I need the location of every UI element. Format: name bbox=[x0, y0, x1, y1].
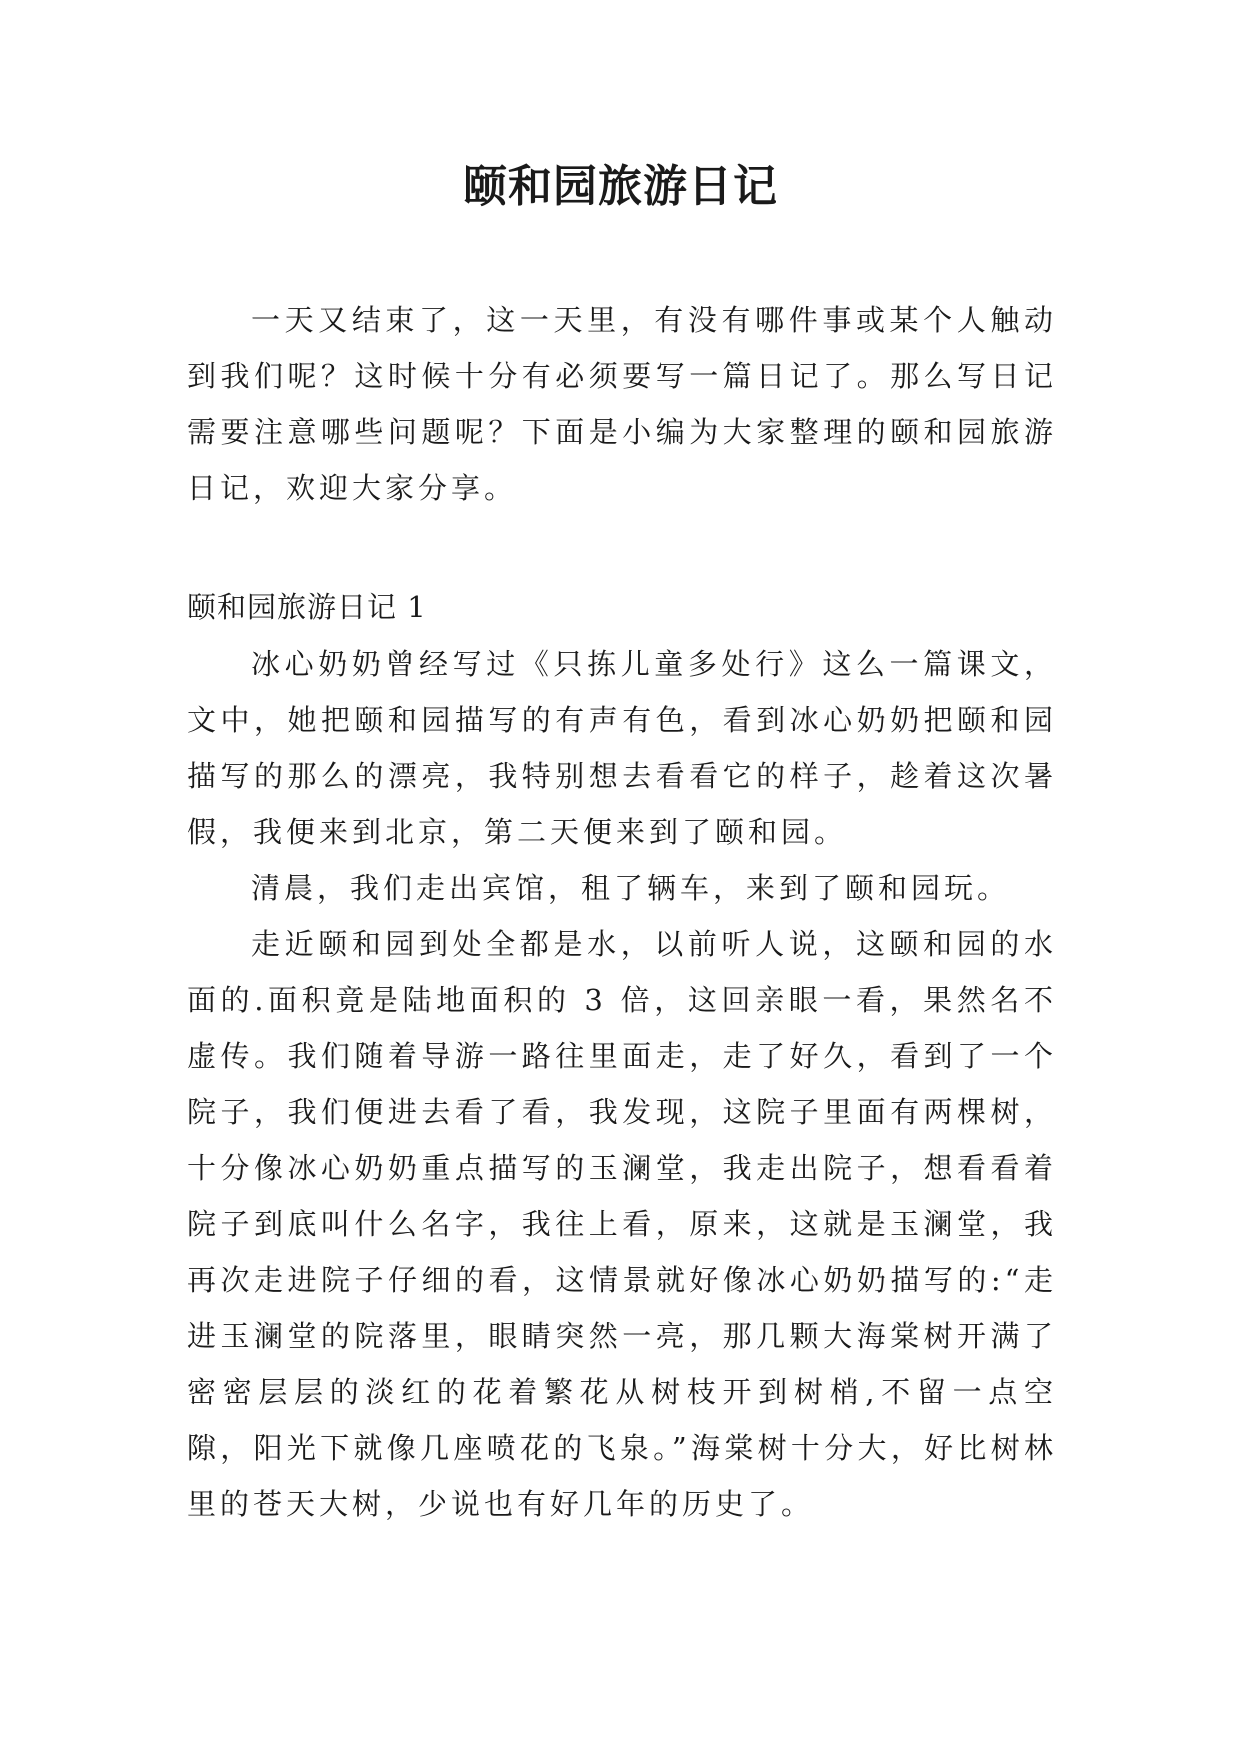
intro-paragraph: 一天又结束了，这一天里，有没有哪件事或某个人触动到我们呢？这时候十分有必须要写一篇日记了。那么写日记需要注意哪些问题呢？下面是小编为大家整理的颐和园旅游日记，欢迎大家分享。 bbox=[187, 303, 1057, 505]
document-title: 颐和园旅游日记 bbox=[463, 161, 778, 212]
paragraph: 冰心奶奶曾经写过《只拣儿童多处行》这么一篇课文，文中，她把颐和园描写的有声有色，看到冰心奶奶把颐和园描写的那么的漂亮，我特别想去看看它的样子，趁着这次暑假，我便来到北京，第二天便来到了颐和园。 bbox=[187, 647, 1057, 849]
section-content bbox=[187, 636, 1057, 1532]
paragraph: 清晨，我们走出宾馆，租了辆车，来到了颐和园玩。 bbox=[251, 871, 1011, 905]
section-heading: 颐和园旅游日记 1 bbox=[187, 590, 427, 624]
paragraph: 走近颐和园到处全都是水，以前听人说，这颐和园的水面的.面积竟是陆地面积的 3 倍，这回亲眼一看，果然名不虚传。我们随着导游一路往里面走，走了好久，看到了一个院子，我们便进去看了看，我发现，这院子里面有两棵树，十分像冰心奶奶重点描写的玉澜堂，我走出院子，想看看着院子到底叫什么名字，我往上看，原来，这就是玉澜堂，我再次走进院子仔细的看，这情景就好像冰心奶奶描写的:“走进玉澜堂的院落里，眼睛突然一亮，那几颗大海棠树开满了密密层层的淡红的花着繁花从树枝开到树梢,不留一点空隙，阳光下就像几座喷花的飞泉。”海棠树十分大，好比树林里的苍天大树，少说也有好几年的历史了。 bbox=[187, 927, 1057, 1521]
